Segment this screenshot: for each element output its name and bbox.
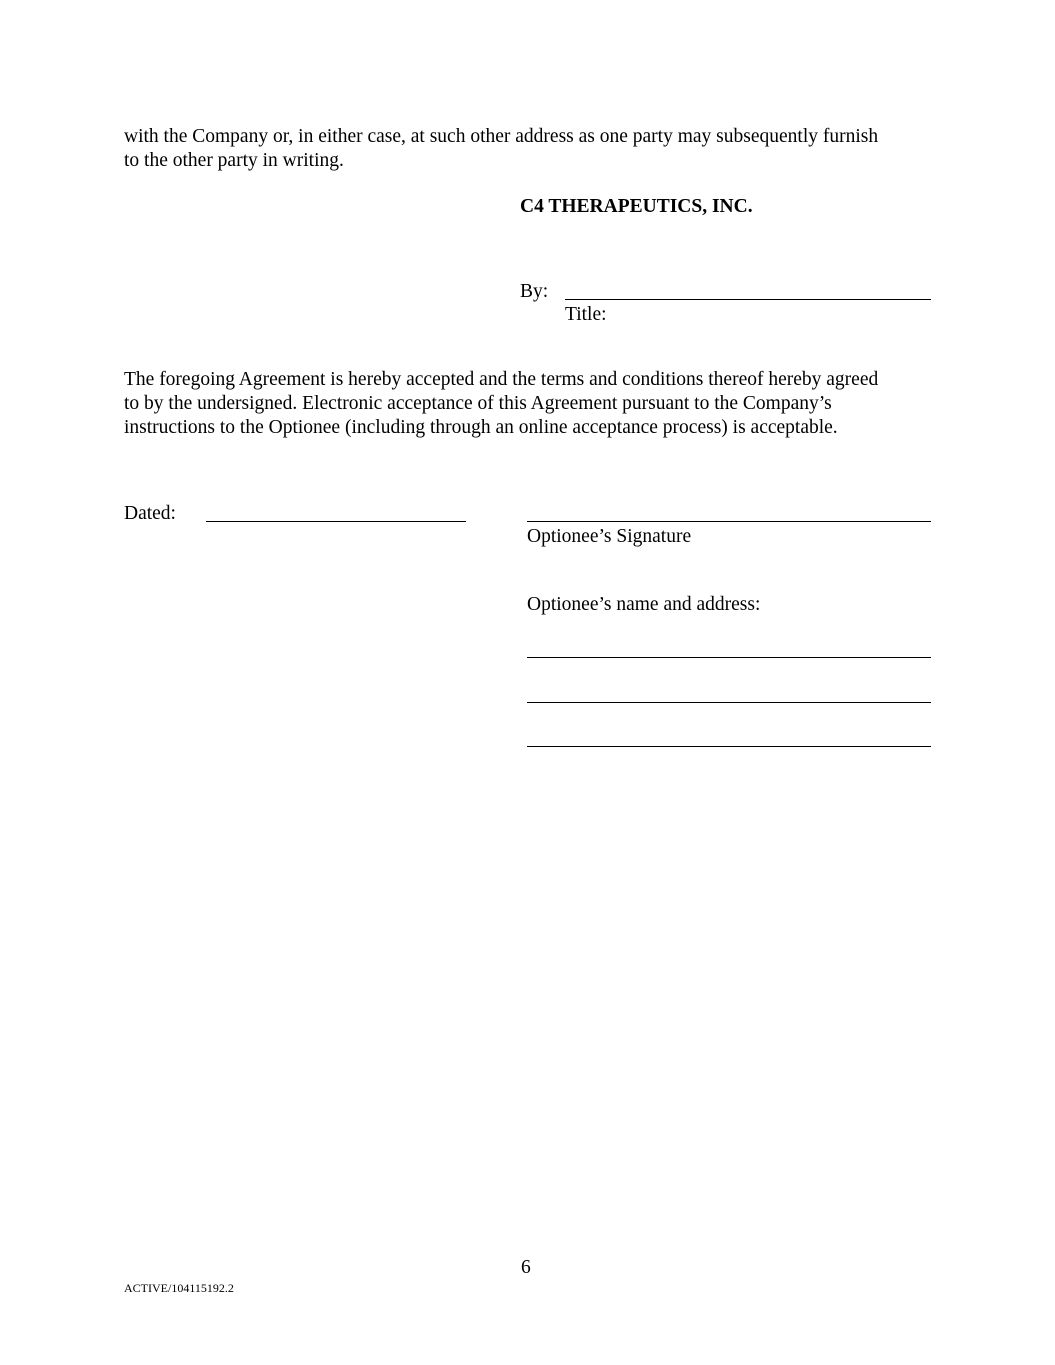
by-signature-line (565, 299, 931, 300)
by-label: By: (520, 281, 549, 302)
address-line-3 (527, 746, 931, 747)
dated-line (206, 521, 466, 522)
optionee-signature-line (527, 521, 931, 522)
optionee-name-address-label: Optionee’s name and address: (527, 594, 761, 615)
title-label: Title: (565, 304, 607, 325)
acceptance-line-2: to by the undersigned. Electronic acceptance of this Agreement pursuant to the Company’s (124, 393, 832, 414)
intro-line-1: with the Company or, in either case, at such other address as one party may subsequently furnish (124, 126, 879, 147)
acceptance-line-1: The foregoing Agreement is hereby accepted and the terms and conditions thereof hereby agreed (124, 369, 879, 390)
page-number: 6 (521, 1257, 531, 1278)
company-name: C4 THERAPEUTICS, INC. (520, 196, 753, 217)
dated-label: Dated: (124, 503, 176, 524)
address-line-2 (527, 702, 931, 703)
document-id: ACTIVE/104115192.2 (124, 1281, 234, 1295)
address-line-1 (527, 657, 931, 658)
optionee-signature-label: Optionee’s Signature (527, 526, 692, 547)
intro-line-2: to the other party in writing. (124, 150, 344, 171)
acceptance-line-3: instructions to the Optionee (including through an online acceptance process) is acceptable. (124, 417, 838, 438)
